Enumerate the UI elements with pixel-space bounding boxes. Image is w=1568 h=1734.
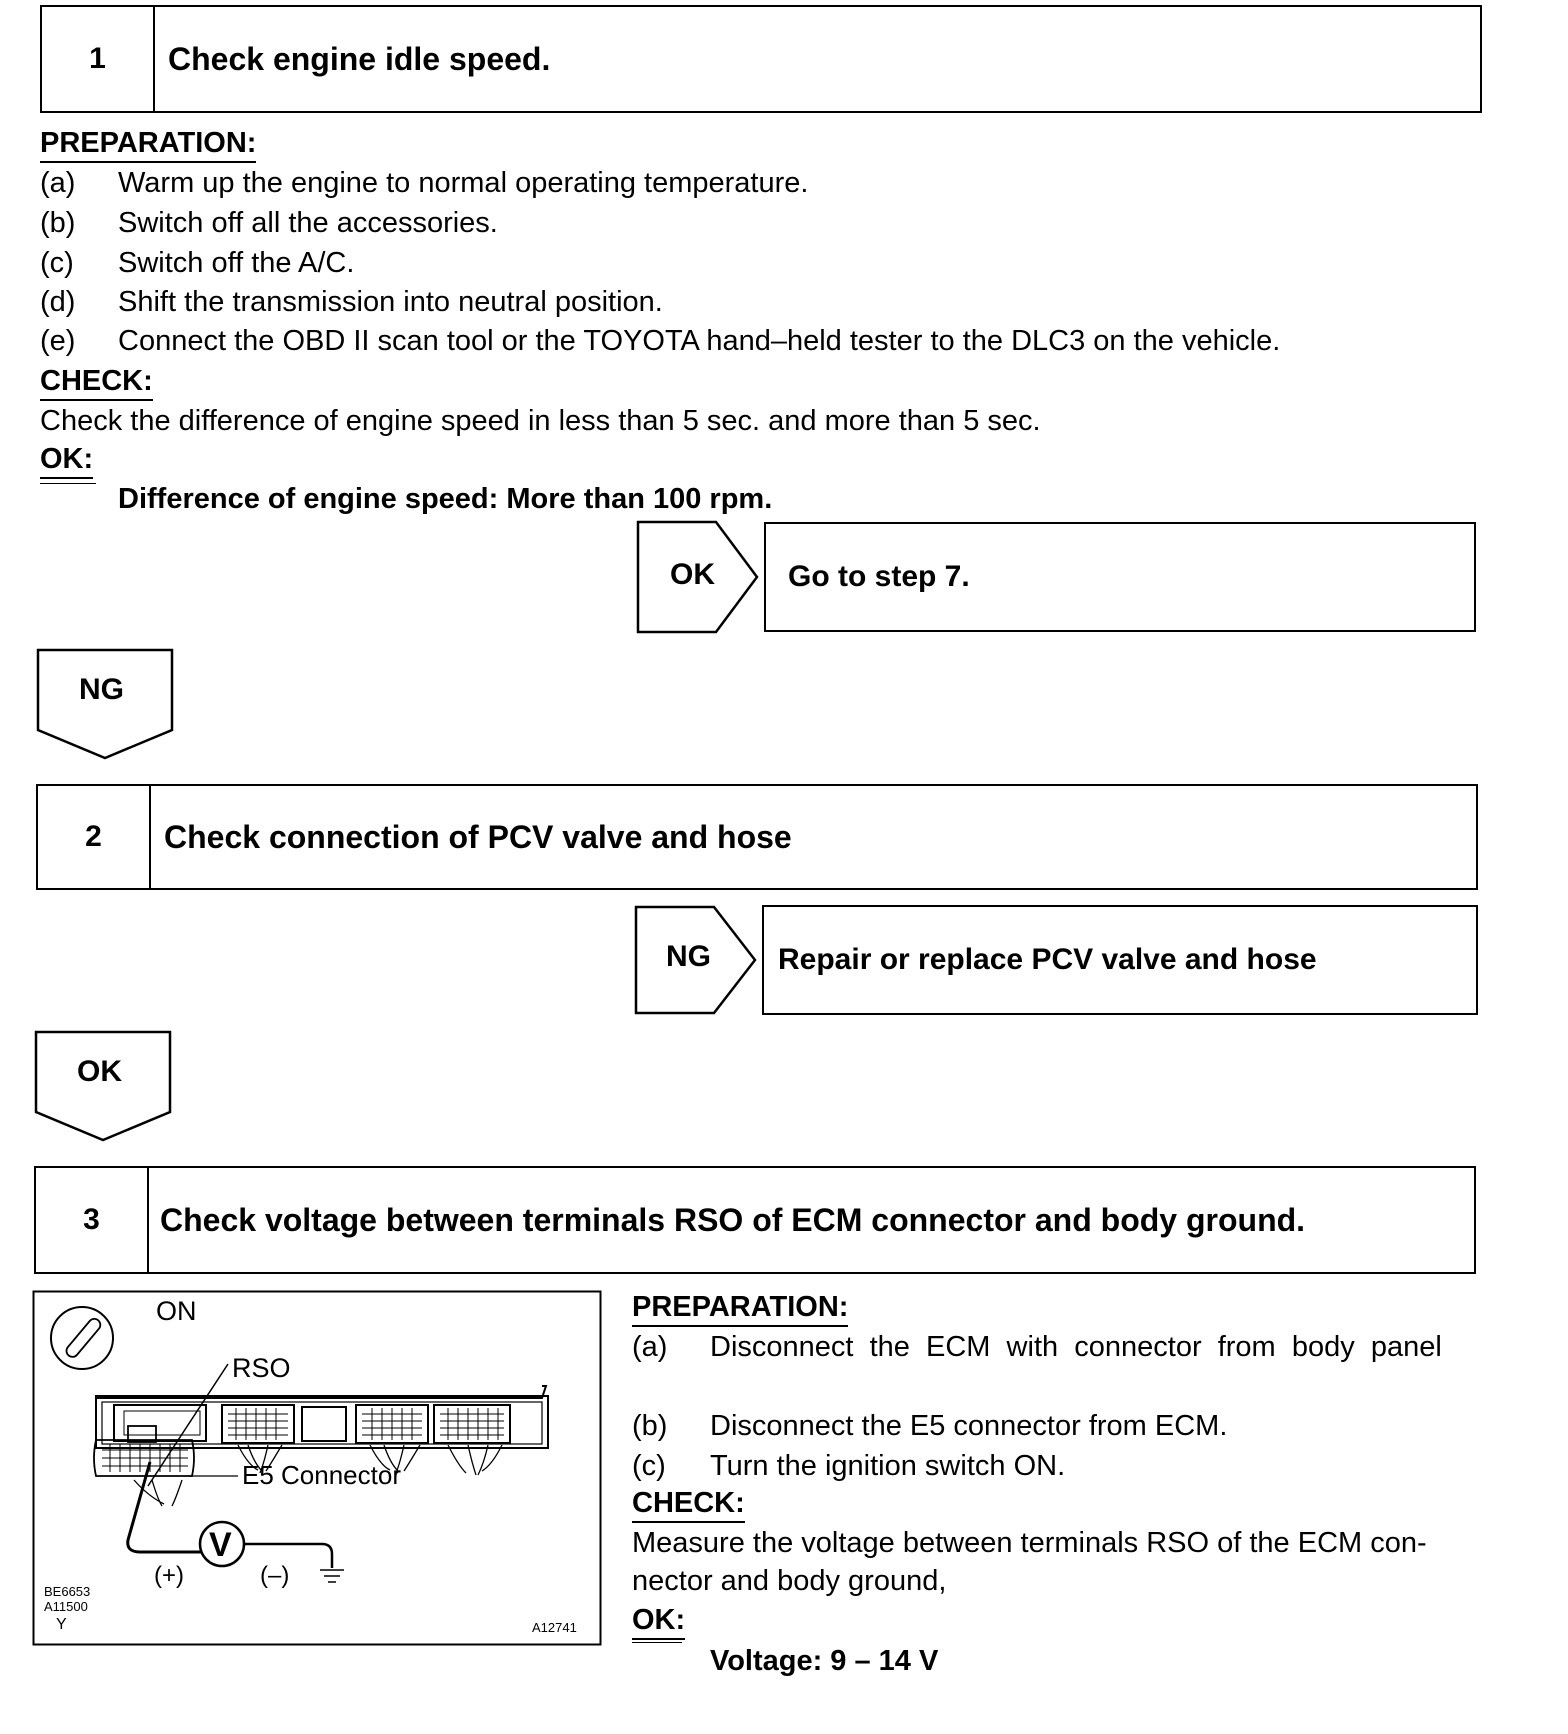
ignition-label: ON [156,1296,197,1326]
item-text: Shift the transmission into neutral position. [118,286,663,318]
connector-label: E5 Connector [242,1460,401,1490]
branch-label: NG [666,940,711,973]
branch-label: NG [79,673,124,706]
step-title: Check engine idle speed. [168,40,551,77]
list-item [40,246,354,280]
list-item [632,1449,1065,1483]
step-3-header [34,1166,1476,1274]
rso-label: RSO [232,1353,291,1383]
ok-heading: OK: [632,1603,685,1640]
item-label: (b) [40,207,76,239]
result-box [764,522,1476,632]
check-text: Measure the voltage between terminals RSO of the ECM con- [632,1527,1427,1559]
step-1-header [40,5,1482,113]
step-number: 3 [36,1168,149,1272]
figure-id: A12741 [532,1620,577,1635]
step-title: Check connection of PCV valve and hose [164,818,792,855]
list-item [632,1409,1227,1443]
figure-code: Y [56,1616,67,1633]
result-box [762,905,1478,1015]
item-label: (c) [40,247,74,279]
check-heading: CHECK: [632,1486,745,1523]
preparation-heading: PREPARATION: [632,1290,848,1327]
plus-label: (+) [154,1562,184,1589]
item-text: Switch off the A/C. [118,247,355,279]
list-item [40,166,808,200]
list-item [40,206,498,240]
result-text: Repair or replace PCV valve and hose [778,943,1317,976]
item-label: (e) [40,325,76,357]
check-text: nector and body ground, [632,1565,947,1597]
voltmeter-icon [200,1522,244,1566]
ecm-connector-figure [32,1290,602,1646]
ok-spec: Voltage: 9 – 14 V [710,1645,939,1677]
item-label: (d) [40,286,76,318]
minus-label: (–) [260,1562,290,1589]
ok-rule [632,1642,682,1643]
item-text: Turn the ignition switch ON. [710,1450,1066,1482]
item-text: Warm up the engine to normal operating temperature. [118,167,809,199]
step-number: 2 [38,786,151,888]
preparation-heading: PREPARATION: [40,126,256,163]
ok-spec: Difference of engine speed: More than 100 rpm. [118,483,773,515]
item-label: (c) [632,1450,666,1482]
list-item [40,324,1280,358]
item-text: Disconnect the E5 connector from ECM. [710,1410,1228,1442]
check-heading: CHECK: [40,364,153,401]
item-text: Switch off all the accessories. [118,207,498,239]
item-text: Disconnect the ECM with connector from body panel [710,1331,1442,1363]
step-2-header [36,784,1478,890]
ok-rule [40,483,96,484]
branch-label: OK [77,1055,122,1088]
item-text: Connect the OBD II scan tool or the TOYOTA hand–held tester to the DLC3 on the vehicle. [118,325,1281,357]
item-label: (a) [40,167,76,199]
item-label: (a) [632,1331,668,1363]
step-title: Check voltage between terminals RSO of ECM connector and body ground. [160,1201,1306,1238]
list-item [632,1330,1442,1364]
check-text: Check the difference of engine speed in less than 5 sec. and more than 5 sec. [40,405,1041,437]
list-item [40,285,663,319]
step-number: 1 [42,7,155,111]
branch-label: OK [670,558,715,591]
figure-code: BE6653 [44,1584,91,1599]
figure-code: A11500 [44,1599,88,1614]
ok-heading: OK: [40,442,93,479]
result-text: Go to step 7. [788,560,970,593]
meter-symbol: V [209,1526,232,1564]
item-label: (b) [632,1410,668,1442]
